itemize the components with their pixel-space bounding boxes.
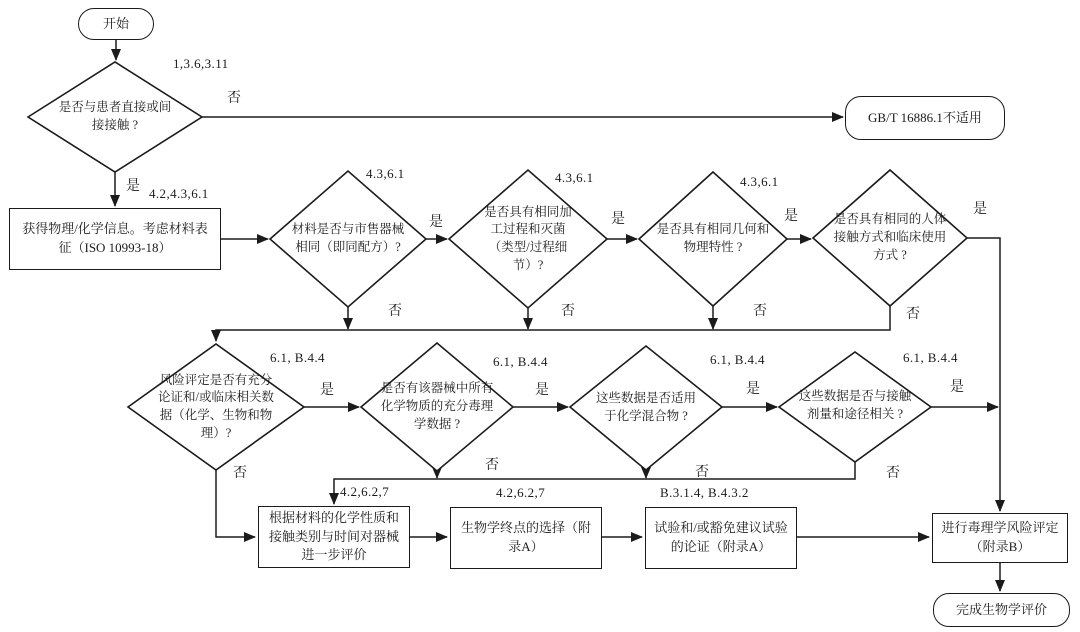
yes-label-same-process: 是 bbox=[611, 212, 625, 227]
ref-contact: 1,3.6,3.11 bbox=[173, 56, 229, 71]
yes-label-same-geometry: 是 bbox=[784, 209, 798, 224]
no-label-dose-route: 否 bbox=[886, 466, 900, 481]
yes-label-dose-route: 是 bbox=[950, 380, 964, 395]
decision-risk-data-text: 风险评定是否有充分论证和/或临床相关数据（化学、生物和物理）? bbox=[158, 372, 274, 440]
no-label-mixture: 否 bbox=[695, 465, 709, 480]
process-material-info: 获得物理/化学信息。考虑材料表征（ISO 10993-18） bbox=[9, 208, 221, 270]
process-endpoints: 生物学终点的选择（附录A） bbox=[450, 507, 602, 569]
end-terminal: 完成生物学评价 bbox=[933, 593, 1070, 627]
ref-mixture: 6.1, B.4.4 bbox=[710, 352, 765, 367]
ref-further-eval: 4.2,6.2,7 bbox=[340, 484, 390, 499]
ref-same-geometry: 4.3,6.1 bbox=[740, 174, 779, 189]
ref-justification: B.3.1.4, B.4.3.2 bbox=[660, 485, 749, 500]
decision-same-material-text: 材料是否与市售器械相同（即同配方）? bbox=[291, 222, 405, 254]
decision-contact-text: 是否与患者直接或间接接触 ? bbox=[58, 100, 172, 132]
connector-row2-no-bus-to-further-eval bbox=[334, 462, 855, 504]
yes-label-same-contact: 是 bbox=[973, 202, 987, 217]
no-label-tox-data: 否 bbox=[485, 458, 499, 473]
decision-same-contact-text: 是否具有相同的人体接触方式和临床使用方式 ? bbox=[833, 212, 947, 262]
process-further-eval: 根据材料的化学性质和接触类别与时间对器械进一步评价 bbox=[258, 506, 410, 568]
decision-dose-route-text: 这些数据是否与接触剂量和途径相关 ? bbox=[798, 389, 912, 421]
ref-dose-route: 6.1, B.4.4 bbox=[903, 350, 958, 365]
yes-label-mixture: 是 bbox=[746, 382, 760, 397]
start-terminal: 开始 bbox=[78, 8, 154, 40]
ref-endpoints: 4.2,6.2,7 bbox=[496, 485, 546, 500]
no-label-contact: 否 bbox=[227, 91, 241, 106]
no-label-same-process: 否 bbox=[561, 304, 575, 319]
decision-same-geometry-text: 是否具有相同几何和物理特性 ? bbox=[656, 222, 770, 254]
decision-same-process-text: 是否具有相同加工过程和灭菌（类型/过程细节）? bbox=[484, 204, 572, 272]
decision-mixture-text: 这些数据是否适用于化学混合物 ? bbox=[596, 391, 697, 423]
process-justification: 试验和/或豁免建议试验的论证（附录A） bbox=[645, 507, 797, 569]
ref-tox-data: 6.1, B.4.4 bbox=[493, 354, 548, 369]
no-label-same-material: 否 bbox=[388, 304, 402, 319]
ref-risk-data: 6.1, B.4.4 bbox=[270, 350, 325, 365]
decision-tox-data-text: 是否有该器械中所有化学物质的充分毒理学数据 ? bbox=[380, 381, 494, 431]
connector-same-contact-yes-to-tox-risk bbox=[967, 238, 1000, 511]
process-tox-risk: 进行毒理学风险评定（附录B） bbox=[932, 513, 1068, 563]
ref-same-material: 4.3,6.1 bbox=[366, 166, 405, 181]
ref-same-process: 4.3,6.1 bbox=[555, 170, 594, 185]
ref-material-info: 4.2,4.3,6.1 bbox=[149, 186, 209, 201]
yes-label-same-material: 是 bbox=[429, 215, 443, 230]
connector-row1-no-bus-to-risk-data bbox=[216, 306, 890, 341]
yes-label-contact: 是 bbox=[126, 179, 140, 194]
not-applicable-terminal: GB/T 16886.1不适用 bbox=[845, 96, 1005, 140]
no-label-risk-data: 否 bbox=[233, 466, 247, 481]
no-label-same-geometry: 否 bbox=[753, 304, 767, 319]
yes-label-risk-data: 是 bbox=[320, 383, 334, 398]
yes-label-tox-data: 是 bbox=[535, 383, 549, 398]
no-label-same-contact: 否 bbox=[906, 307, 920, 322]
